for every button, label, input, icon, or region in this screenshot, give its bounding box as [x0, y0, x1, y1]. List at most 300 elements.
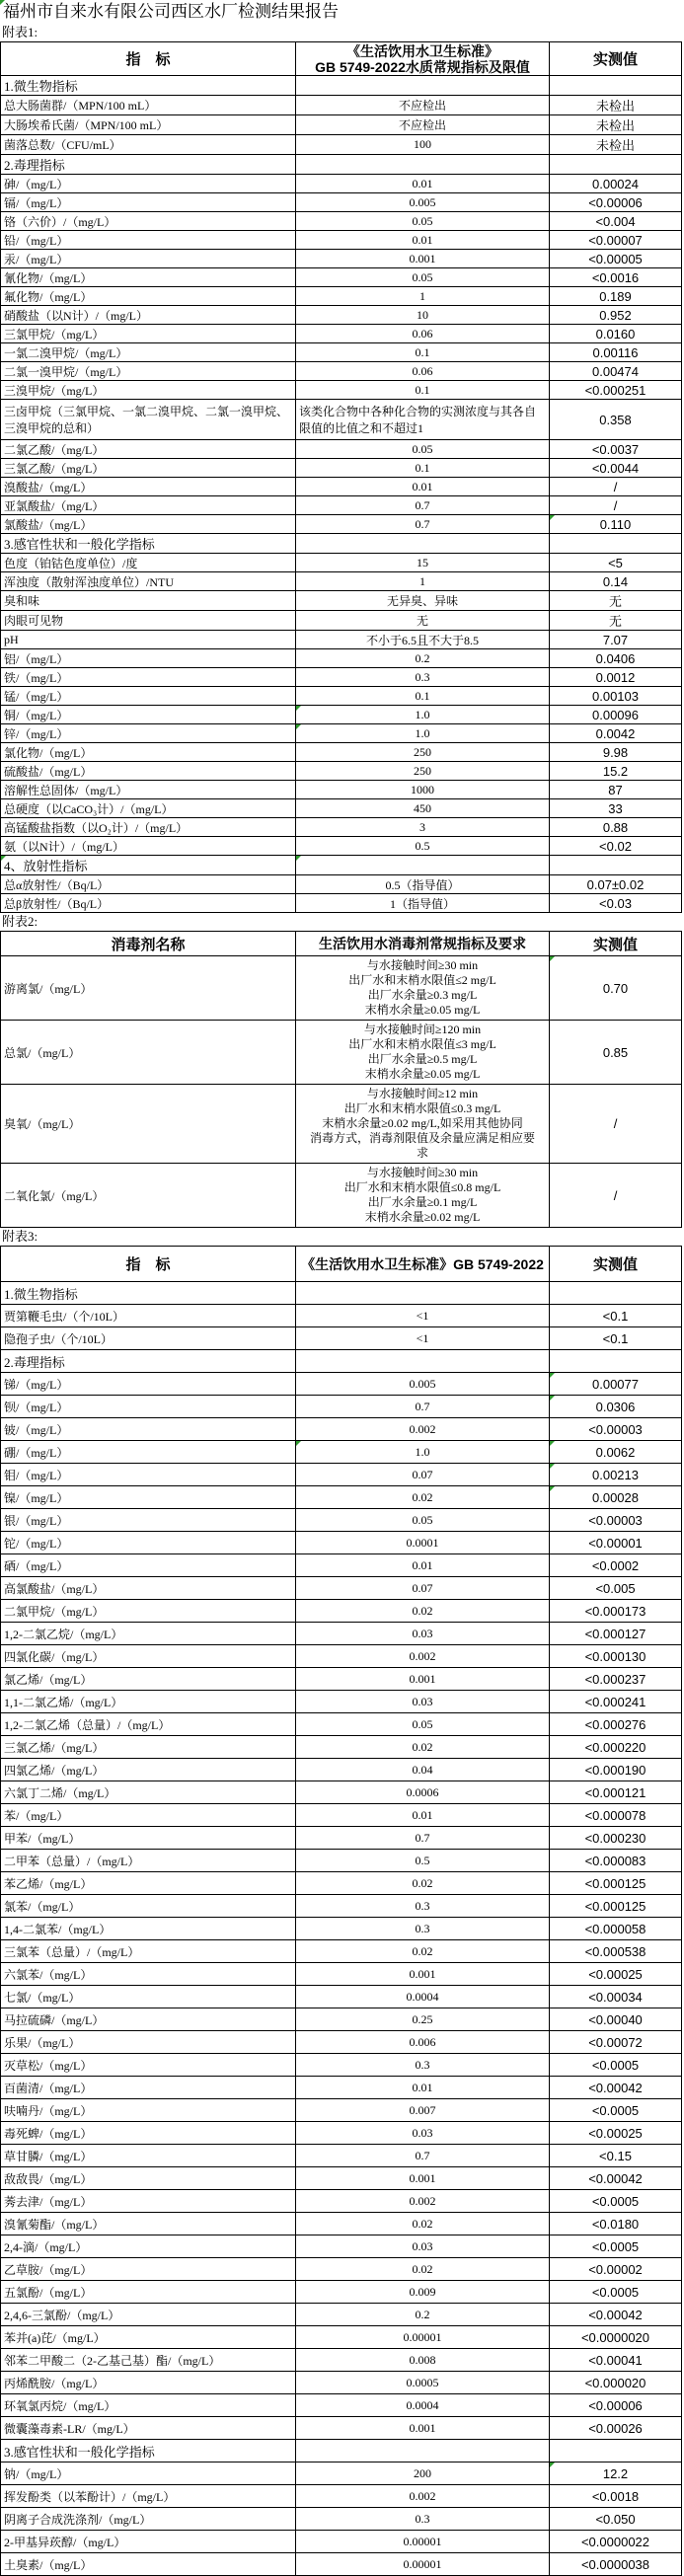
table-row	[1, 1645, 682, 1668]
measured-value-cell	[550, 799, 682, 818]
indicator-name-cell	[1, 1554, 296, 1577]
indicator-name-cell	[1, 1781, 296, 1804]
indicator-name-cell	[1, 799, 296, 818]
limit-value: 0.02	[412, 1603, 433, 1618]
limit-value: 0.001	[409, 2170, 436, 2185]
measured-value-cell	[550, 2462, 682, 2485]
indicator-name-cell	[1, 1021, 296, 1085]
measured-value: 0.00077	[592, 1376, 639, 1392]
limit-value: 0.3	[415, 1921, 430, 1935]
table-row	[1, 818, 682, 837]
indicator-name-cell	[1, 2304, 296, 2326]
measured-value: <0.00002	[588, 2261, 643, 2277]
indicator-name: 3.感官性状和一般化学指标	[4, 537, 155, 552]
indicator-name-cell	[1, 231, 296, 250]
table-row	[1, 572, 682, 591]
measured-value-cell	[550, 343, 682, 362]
measured-value: /	[613, 479, 618, 494]
table-row	[1, 381, 682, 400]
measured-value-cell	[550, 1850, 682, 1872]
measured-value: <0.000230	[584, 1830, 646, 1846]
limit-value: 0.01	[412, 232, 433, 247]
limit-value: 0.001	[409, 1966, 436, 1981]
indicator-name: 溴酸盐/（mg/L）	[4, 480, 93, 494]
measured-value-cell	[550, 2326, 682, 2349]
measured-value-cell	[550, 875, 682, 894]
limit-cell	[296, 306, 550, 325]
measured-value: 0.952	[599, 307, 632, 323]
limit-cell	[296, 1986, 550, 2008]
limit-line: 与水接触时间≥30 min	[366, 958, 479, 972]
measured-value: <0.0005	[591, 2238, 640, 2254]
indicator-name-cell	[1, 762, 296, 781]
limit-cell	[296, 2190, 550, 2213]
limit-cell	[296, 193, 550, 212]
measured-value-cell	[550, 381, 682, 400]
measured-value-cell	[550, 1668, 682, 1691]
measured-value: <0.0018	[591, 2488, 640, 2504]
limit-value: 0.001	[409, 2420, 436, 2435]
indicator-name-cell	[1, 572, 296, 591]
measured-value: <0.000125	[584, 1898, 646, 1914]
measured-value-cell	[550, 1895, 682, 1918]
limit-value: 0.005	[409, 194, 436, 209]
indicator-name: 氯酸盐/（mg/L）	[4, 517, 93, 532]
measured-value-cell	[550, 1577, 682, 1600]
table2	[0, 931, 682, 1228]
table-row	[1, 649, 682, 668]
table-row	[1, 343, 682, 362]
measured-value-cell	[550, 2417, 682, 2440]
indicator-name-cell	[1, 856, 296, 875]
limit-cell	[296, 362, 550, 381]
measured-value: <0.00042	[588, 2170, 643, 2186]
limit-cell	[296, 724, 550, 743]
measured-value: 0.00474	[592, 363, 639, 379]
table-row	[1, 1164, 682, 1228]
limit-cell	[296, 1486, 550, 1509]
limit-value: 0.07	[412, 1467, 433, 1481]
measured-value: 87	[608, 782, 623, 797]
indicator-name: 2-甲基异莰醇/（mg/L）	[4, 2535, 126, 2549]
limit-value: 0.3	[415, 2057, 430, 2072]
indicator-name-cell	[1, 2008, 296, 2031]
excel-flag-icon	[550, 1486, 555, 1491]
table3-label: 附表3:	[2, 1229, 38, 1244]
table-row	[1, 478, 682, 496]
indicator-name-cell	[1, 781, 296, 799]
measured-value: <0.050	[595, 2511, 636, 2527]
measured-value-cell	[550, 2349, 682, 2372]
limit-value: 0.03	[412, 1694, 433, 1708]
indicator-name: 大肠埃希氏菌/（MPN/100 mL）	[4, 118, 169, 132]
indicator-name-cell	[1, 2122, 296, 2145]
measured-value-cell	[550, 572, 682, 591]
limit-value: 0.06	[412, 326, 433, 341]
limit-value: 250	[414, 763, 431, 778]
limit-cell	[296, 381, 550, 400]
measured-value: 0.189	[599, 288, 632, 304]
measured-value-cell	[550, 135, 682, 155]
table-row	[1, 1305, 682, 1327]
indicator-name: 氯乙烯/（mg/L）	[4, 1672, 93, 1687]
indicator-name-cell	[1, 459, 296, 478]
excel-flag-icon	[296, 706, 301, 711]
indicator-name-cell	[1, 1872, 296, 1895]
measured-value: <0.000078	[584, 1807, 646, 1823]
measured-value: <0.0005	[591, 2057, 640, 2073]
limit-value: 1.0	[415, 707, 430, 721]
table1-header-indicator: 指 标	[1, 42, 296, 76]
indicator-name-cell	[1, 649, 296, 668]
indicator-name: 贾第鞭毛虫/（个/10L）	[4, 1309, 124, 1324]
indicator-name-cell	[1, 2394, 296, 2417]
indicator-name: 七氯/（mg/L）	[4, 1990, 81, 2005]
indicator-name: 总硬度（以CaCO₃计）/（mg/L）	[4, 801, 174, 816]
limit-cell	[296, 956, 550, 1021]
limit-value: 0.00001	[403, 2556, 442, 2571]
limit-cell	[296, 287, 550, 306]
indicator-name: 环氧氯丙烷/（mg/L）	[4, 2398, 116, 2413]
measured-value: 0.110	[599, 516, 632, 532]
measured-value: 0.00103	[592, 688, 639, 704]
table-row	[1, 1895, 682, 1918]
indicator-name: 铬（六价）/（mg/L）	[4, 214, 116, 229]
measured-value: <0.000130	[584, 1648, 646, 1664]
table-row	[1, 1918, 682, 1940]
limit-cell	[296, 706, 550, 724]
table3-header-indicator: 指 标	[1, 1247, 296, 1282]
table-row	[1, 2145, 682, 2167]
table-row	[1, 175, 682, 193]
table-row	[1, 1850, 682, 1872]
section-row	[1, 534, 682, 554]
table-row	[1, 894, 682, 913]
indicator-name-cell	[1, 381, 296, 400]
measured-value: 0.0306	[595, 1399, 636, 1414]
indicator-name-cell	[1, 2349, 296, 2372]
indicator-name: 三溴甲烷/（mg/L）	[4, 383, 105, 398]
measured-value-cell	[550, 193, 682, 212]
limit-value: 0.002	[409, 1421, 436, 1436]
indicator-name-cell	[1, 1713, 296, 1736]
limit-cell	[296, 1940, 550, 1963]
table-row	[1, 2485, 682, 2508]
limit-cell	[296, 2077, 550, 2099]
measured-value-cell	[550, 2054, 682, 2077]
limit-cell	[296, 2553, 550, 2576]
measured-value: <0.02	[599, 838, 632, 854]
indicator-name: 呋喃丹/（mg/L）	[4, 2103, 93, 2118]
table3-header-row	[1, 1247, 682, 1282]
limit-line: 末梢水余量≥0.02 mg/L	[364, 1210, 481, 1224]
measured-value-cell	[550, 762, 682, 781]
indicator-name-cell	[1, 894, 296, 913]
limit-cell	[296, 459, 550, 478]
table-row	[1, 668, 682, 687]
table-row	[1, 2008, 682, 2031]
table2-section	[0, 913, 684, 1228]
indicator-name-cell	[1, 1963, 296, 1986]
measured-value: /	[613, 1116, 618, 1131]
indicator-name-cell	[1, 2190, 296, 2213]
measured-value-cell	[550, 2394, 682, 2417]
table-row	[1, 1623, 682, 1645]
indicator-name: 2,4,6-三氯酚/（mg/L）	[4, 2308, 120, 2322]
limit-value: 0.00001	[403, 2534, 442, 2548]
indicator-name-cell	[1, 76, 296, 96]
limit-value: 0.02	[412, 1875, 433, 1890]
measured-value: 15.2	[602, 763, 629, 779]
measured-value: <0.0000038	[580, 2556, 650, 2572]
indicator-name-cell	[1, 478, 296, 496]
measured-value: <0.0002	[591, 1557, 640, 1573]
measured-value-cell	[550, 668, 682, 687]
limit-cell	[296, 343, 550, 362]
measured-value: <0.0016	[591, 269, 640, 285]
limit-value: 1	[419, 288, 425, 303]
indicator-name: 铊/（mg/L）	[4, 1536, 69, 1551]
indicator-name: 镍/（mg/L）	[4, 1490, 69, 1505]
indicator-name-cell	[1, 1623, 296, 1645]
indicator-name: 高氯酸盐/（mg/L）	[4, 1581, 105, 1596]
table3	[0, 1246, 682, 2576]
measured-value-cell	[550, 1645, 682, 1668]
table2-header-row	[1, 932, 682, 956]
indicator-name: 二氯一溴甲烷/（mg/L）	[4, 364, 128, 379]
limit-value: 0.2	[415, 650, 430, 665]
limit-cell	[296, 2372, 550, 2394]
limit-cell	[296, 1464, 550, 1486]
table-row	[1, 96, 682, 115]
table1-header-standard	[296, 42, 550, 76]
limit-cell	[296, 1827, 550, 1850]
measured-value: 12.2	[602, 2465, 629, 2481]
indicator-name: 2,4-滴/（mg/L）	[4, 2239, 88, 2254]
indicator-name-cell	[1, 1986, 296, 2008]
indicator-name-cell	[1, 2508, 296, 2531]
measured-value-cell	[550, 894, 682, 913]
indicator-name: 2.毒理指标	[4, 1354, 65, 1370]
indicator-name-cell	[1, 956, 296, 1021]
table-row	[1, 2531, 682, 2553]
limit-value: 0.05	[412, 213, 433, 228]
limit-line: 与水接触时间≥120 min	[363, 1023, 482, 1036]
indicator-name: 三氯乙酸/（mg/L）	[4, 461, 105, 476]
measured-value-cell	[550, 1418, 682, 1441]
limit-cell	[296, 496, 550, 515]
measured-value-cell	[550, 459, 682, 478]
measured-value-cell	[550, 1350, 682, 1373]
measured-value-cell	[550, 1600, 682, 1623]
indicator-name: 汞/（mg/L）	[4, 252, 69, 266]
measured-value-cell	[550, 2235, 682, 2258]
table-row	[1, 2281, 682, 2304]
indicator-name: 1,4-二氯苯/（mg/L）	[4, 1922, 112, 1936]
measured-value: 0.70	[602, 980, 629, 996]
indicator-name-cell	[1, 1373, 296, 1396]
measured-value-cell	[550, 76, 682, 96]
indicator-name-cell	[1, 115, 296, 135]
indicator-name: 三氯甲烷/（mg/L）	[4, 327, 105, 341]
limit-value: 0.1	[415, 688, 430, 703]
measured-value: <0.0000020	[580, 2329, 650, 2345]
measured-value: 33	[608, 800, 623, 816]
limit-cell	[296, 781, 550, 799]
limit-value: <1	[416, 1330, 429, 1345]
limit-cell	[296, 649, 550, 668]
table-row	[1, 2054, 682, 2077]
indicator-name: 1.微生物指标	[4, 1286, 78, 1302]
measured-value-cell	[550, 743, 682, 762]
limit-cell	[296, 1373, 550, 1396]
measured-value-cell	[550, 1509, 682, 1532]
indicator-name-cell	[1, 2077, 296, 2099]
measured-value-cell	[550, 2213, 682, 2235]
table-row	[1, 306, 682, 325]
limit-value: 0.5	[415, 838, 430, 853]
indicator-name-cell	[1, 687, 296, 706]
limit-value: 0.3	[415, 2511, 430, 2526]
measured-value: <0.000058	[584, 1921, 646, 1936]
limit-value: 15	[417, 555, 428, 569]
table1-header-row	[1, 42, 682, 76]
limit-cell	[296, 687, 550, 706]
measured-value-cell	[550, 1918, 682, 1940]
table-row	[1, 1804, 682, 1827]
limit-cell	[296, 668, 550, 687]
limit-cell	[296, 572, 550, 591]
indicator-name: 铜/（mg/L）	[4, 708, 69, 722]
indicator-name-cell	[1, 1350, 296, 1373]
indicator-name-cell	[1, 1418, 296, 1441]
limit-cell	[296, 2440, 550, 2462]
indicator-name: 苯乙烯/（mg/L）	[4, 1876, 93, 1891]
measured-value-cell	[550, 1940, 682, 1963]
indicator-name-cell	[1, 818, 296, 837]
table-row	[1, 2508, 682, 2531]
limit-value: 0.02	[412, 2216, 433, 2231]
indicator-name-cell	[1, 1464, 296, 1486]
section-row	[1, 856, 682, 875]
limit-cell	[296, 1645, 550, 1668]
limit-line: 出厂水余量≥0.3 mg/L	[367, 988, 478, 1002]
table-row	[1, 1940, 682, 1963]
table-row	[1, 2190, 682, 2213]
indicator-name-cell	[1, 440, 296, 459]
limit-value: 0.005	[409, 1376, 436, 1391]
measured-value: 无	[608, 614, 622, 629]
table-row	[1, 2235, 682, 2258]
measured-value: <0.0180	[591, 2216, 640, 2232]
indicator-name: 锰/（mg/L）	[4, 689, 69, 704]
limit-line: 消毒方式，消毒剂限值及余量应满足相应要	[309, 1131, 535, 1145]
table-row	[1, 799, 682, 818]
measured-value-cell	[550, 631, 682, 649]
measured-value-cell	[550, 325, 682, 343]
limit-value: 10	[417, 307, 428, 322]
measured-value: <0.000173	[584, 1603, 646, 1619]
measured-value: <0.000190	[584, 1762, 646, 1778]
indicator-name-cell	[1, 534, 296, 554]
measured-value: 7.07	[602, 632, 629, 647]
measured-value: 0.0012	[595, 669, 636, 685]
table-row	[1, 459, 682, 478]
measured-value-cell	[550, 2440, 682, 2462]
limit-line: 末梢水余量≥0.05 mg/L	[364, 1003, 481, 1017]
table-row	[1, 1827, 682, 1850]
indicator-name: 三氯乙烯/（mg/L）	[4, 1740, 105, 1755]
measured-value: /	[613, 1187, 618, 1203]
measured-value-cell	[550, 2145, 682, 2167]
limit-line: 出厂水和末梢水限值≤0.8 mg/L	[343, 1180, 501, 1194]
indicator-name-cell	[1, 1918, 296, 1940]
measured-value: 0.358	[599, 412, 632, 427]
table-row	[1, 706, 682, 724]
measured-value-cell	[550, 496, 682, 515]
indicator-name-cell	[1, 2531, 296, 2553]
limit-value: 0.007	[409, 2102, 436, 2117]
indicator-name: 总β放射性/（Bq/L）	[4, 896, 110, 911]
table1-section	[0, 24, 684, 913]
table-row	[1, 1441, 682, 1464]
limit-value: 0.05	[412, 441, 433, 456]
measured-value: 0.88	[602, 819, 629, 835]
measured-value: <0.00042	[588, 2080, 643, 2095]
indicator-name: 氯化物/（mg/L）	[4, 745, 93, 760]
measured-value: <5	[608, 555, 623, 570]
limit-value: 无	[416, 614, 428, 628]
measured-value: <0.000276	[584, 1716, 646, 1732]
measured-value-cell	[550, 115, 682, 135]
measured-value: /	[613, 497, 618, 513]
limit-value: 100	[414, 137, 431, 151]
page-title-text: 福州市自来水有限公司西区水厂检测结果报告	[3, 2, 339, 21]
measured-value-cell	[550, 1305, 682, 1327]
table-row	[1, 250, 682, 268]
measured-value-cell	[550, 956, 682, 1021]
table-row	[1, 554, 682, 572]
indicator-name: 铅/（mg/L）	[4, 233, 69, 248]
indicator-name-cell	[1, 2462, 296, 2485]
limit-value: 0.5（指导值）	[385, 877, 460, 892]
measured-value: <0.00005	[588, 251, 643, 266]
indicator-name: 臭氧/（mg/L）	[4, 1117, 81, 1131]
measured-value-cell	[550, 2077, 682, 2099]
limit-value: 1	[419, 573, 425, 588]
measured-value: <0.00025	[588, 1966, 643, 1982]
indicator-name-cell	[1, 631, 296, 649]
indicator-name: 游离氯/（mg/L）	[4, 981, 93, 996]
limit-value: 0.01	[412, 1807, 433, 1822]
limit-value: 0.02	[412, 1943, 433, 1958]
limit-line: 出厂水和末梢水限值≤3 mg/L	[348, 1037, 496, 1051]
limit-cell	[296, 799, 550, 818]
limit-cell	[296, 400, 550, 440]
measured-value-cell	[550, 440, 682, 459]
limit-line: 出厂水余量≥0.1 mg/L	[367, 1195, 478, 1209]
measured-value-cell	[550, 724, 682, 743]
limit-value: 1（指导值）	[389, 896, 455, 911]
limit-cell	[296, 2213, 550, 2235]
indicator-name: 浑浊度（散射浑浊度单位）/NTU	[4, 574, 174, 589]
measured-value-cell	[550, 268, 682, 287]
indicator-name-cell	[1, 268, 296, 287]
limit-value: 0.07	[412, 1580, 433, 1595]
indicator-name: 3.感官性状和一般化学指标	[4, 2444, 155, 2460]
indicator-name: 铍/（mg/L）	[4, 1422, 69, 1437]
table-row	[1, 781, 682, 799]
